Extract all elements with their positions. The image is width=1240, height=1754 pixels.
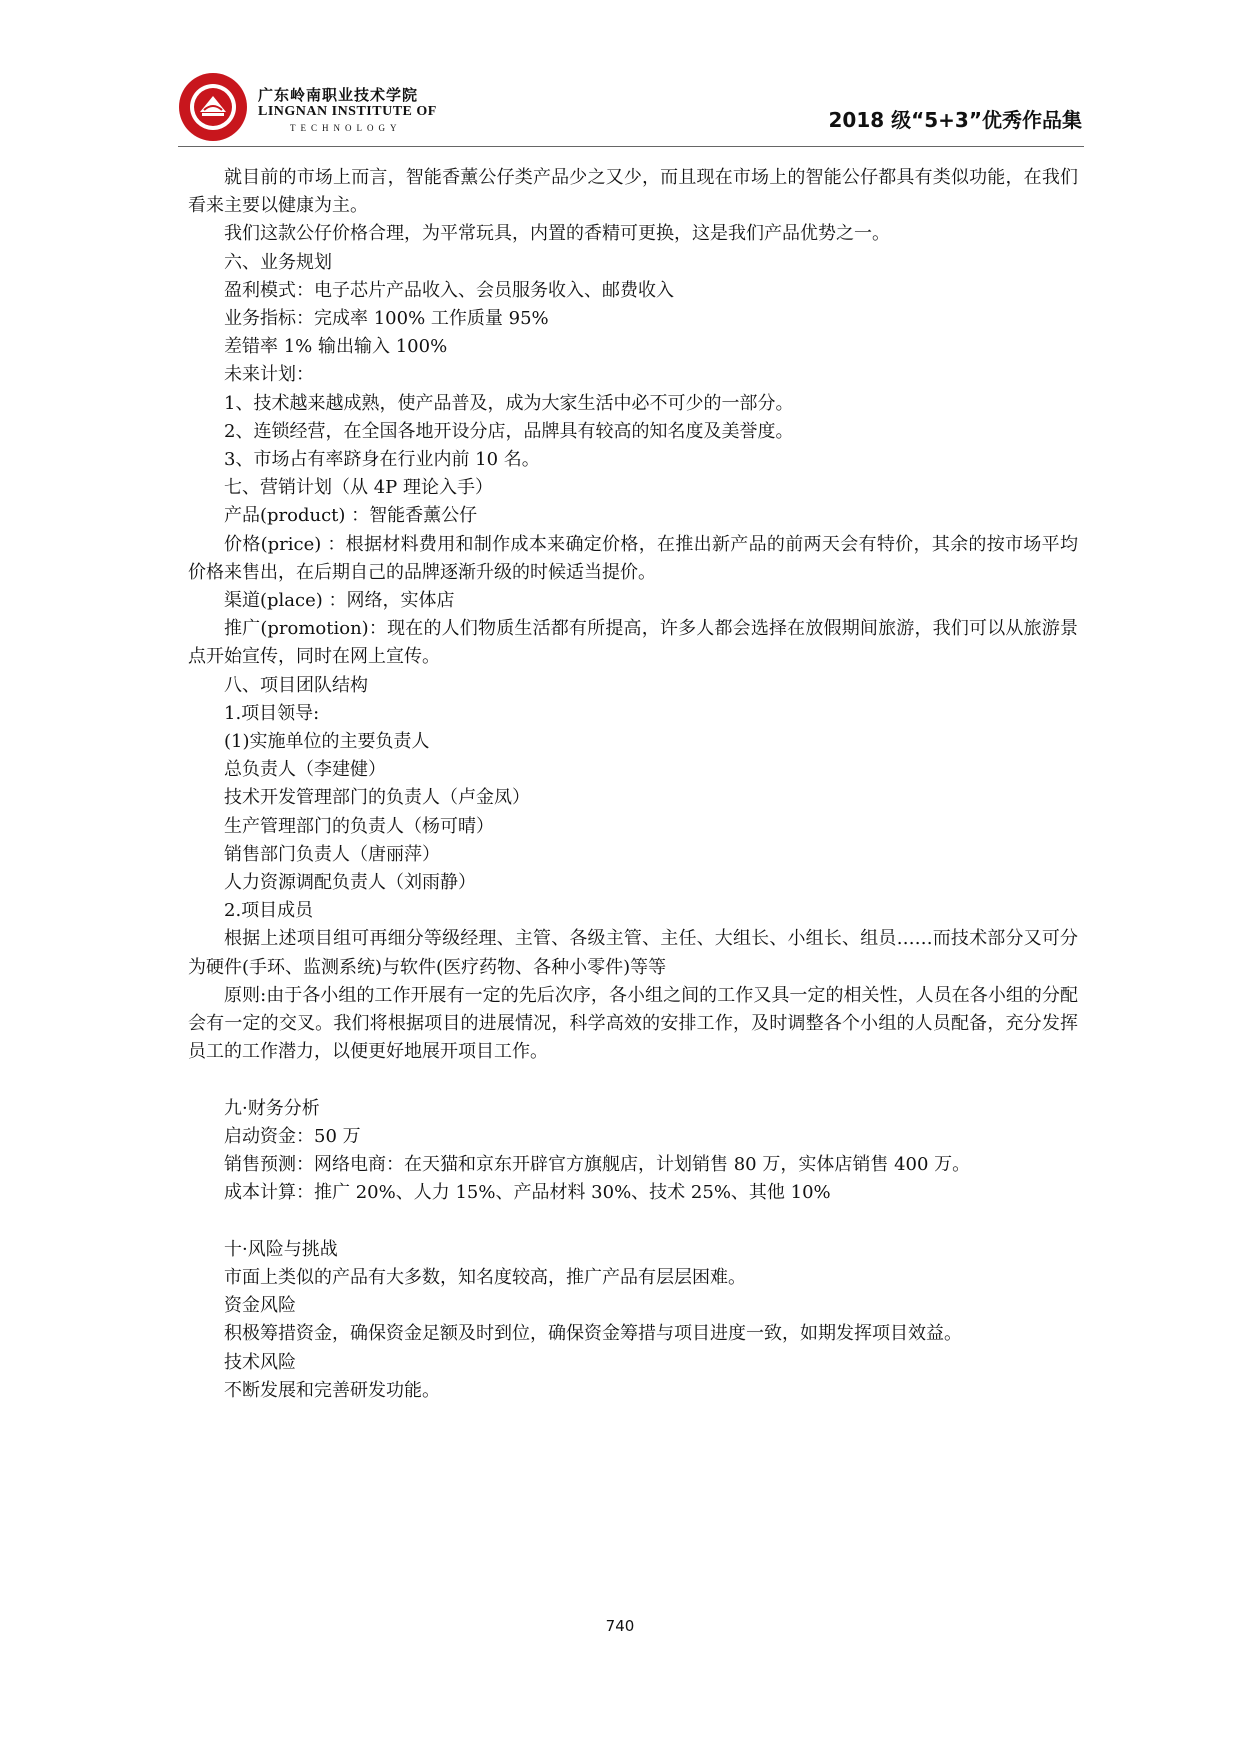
document-body	[188, 164, 1078, 1405]
school-name-cn: 广东岭南职业技术学院	[258, 86, 419, 104]
paragraph: 原则:由于各小组的工作开展有一定的先后次序，各小组之间的工作又具一定的相关性，人员在各小组的分配会有一定的交叉。我们将根据项目的进展情况，科学高效的安排工作，及时调整各个小组的人员配备，充分发挥员工的工作潜力，以便更好地展开项目工作。	[188, 984, 1078, 1063]
paragraph: 2、连锁经营，在全国各地开设分店，品牌具有较高的知名度及美誉度。	[224, 420, 794, 442]
paragraph: 差错率 1% 输出输入 100%	[224, 336, 448, 358]
paragraph: 价格(price) ：根据材料费用和制作成本来确定价格，在推出新产品的前两天会有特价，其余的按市场平均价格来售出，在后期自己的品牌逐渐升级的时候适当提价。	[188, 533, 1078, 583]
paragraph: 九·财务分析	[224, 1097, 320, 1119]
page-number: 740	[605, 1617, 635, 1635]
paragraph: 资金风险	[224, 1295, 296, 1317]
paragraph: 1、技术越来越成熟，使产品普及，成为大家生活中必不可少的一部分。	[224, 392, 794, 414]
paragraph: 市面上类似的产品有大多数，知名度较高，推广产品有层层困难。	[224, 1266, 746, 1288]
school-name-en-line1: LINGNAN INSTITUTE OF	[258, 104, 437, 119]
header-divider	[178, 146, 1084, 147]
paragraph: 业务指标：完成率 100% 工作质量 95%	[224, 308, 549, 330]
paragraph: 销售预测：网络电商：在天猫和京东开辟官方旗舰店，计划销售 80 万，实体店销售 400 万。	[224, 1154, 971, 1176]
paragraph: 总负责人（李建健）	[224, 759, 386, 781]
paragraph: 未来计划：	[224, 364, 314, 386]
paragraph: 我们这款公仔价格合理，为平常玩具，内置的香精可更换，这是我们产品优势之一。	[224, 223, 890, 245]
paragraph: 八、项目团队结构	[224, 674, 368, 696]
paragraph: 渠道(place) ：网络，实体店	[224, 590, 455, 612]
paragraph: 根据上述项目组可再细分等级经理、主管、各级主管、主任、大组长、小组长、组员……而技术部分又可分为硬件(手环、监测系统)与软件(医疗药物、各种小零件)等等	[188, 928, 1078, 978]
paragraph: 成本计算：推广 20%、人力 15%、产品材料 30%、技术 25%、其他 10%	[224, 1182, 831, 1204]
paragraph: 六、业务规划	[224, 251, 332, 273]
paragraph: 2.项目成员	[224, 900, 314, 922]
paragraph-gap	[188, 1208, 1078, 1236]
paragraph: 推广(promotion)：现在的人们物质生活都有所提高，许多人都会选择在放假期间旅游，我们可以从旅游景点开始宣传，同时在网上宣传。	[188, 618, 1078, 668]
paragraph: 技术开发管理部门的负责人（卢金凤）	[224, 787, 530, 809]
paragraph: 销售部门负责人（唐丽萍）	[224, 843, 440, 865]
paragraph: 就目前的市场上而言，智能香薰公仔类产品少之又少，而且现在市场上的智能公仔都具有类似功能，在我们看来主要以健康为主。	[188, 167, 1078, 217]
paragraph: 1.项目领导:	[224, 702, 320, 724]
paragraph: 不断发展和完善研发功能。	[224, 1379, 440, 1401]
paragraph: 盈利模式：电子芯片产品收入、会员服务收入、邮费收入	[224, 279, 674, 301]
paragraph: 启动资金：50 万	[224, 1125, 361, 1147]
paragraph: 人力资源调配负责人（刘雨静）	[224, 872, 476, 894]
paragraph: 十·风险与挑战	[224, 1238, 338, 1260]
lingnan-institute-seal-icon	[178, 72, 248, 142]
school-name-en-line2: TECHNOLOGY	[290, 123, 402, 133]
paragraph-gap	[188, 1067, 1078, 1095]
paragraph: 技术风险	[224, 1351, 296, 1373]
paragraph: 积极筹措资金，确保资金足额及时到位，确保资金筹措与项目进度一致，如期发挥项目效益。	[224, 1323, 962, 1345]
collection-title: 2018 级“5+3”优秀作品集	[828, 108, 1082, 132]
paragraph: 七、营销计划（从 4P 理论入手）	[224, 477, 494, 499]
paragraph: 3、市场占有率跻身在行业内前 10 名。	[224, 449, 540, 471]
paragraph: 生产管理部门的负责人（杨可晴）	[224, 815, 494, 837]
paragraph: (1)实施单位的主要负责人	[224, 731, 430, 753]
paragraph: 产品(product) ：智能香薰公仔	[224, 505, 478, 527]
page-header	[0, 0, 1240, 160]
